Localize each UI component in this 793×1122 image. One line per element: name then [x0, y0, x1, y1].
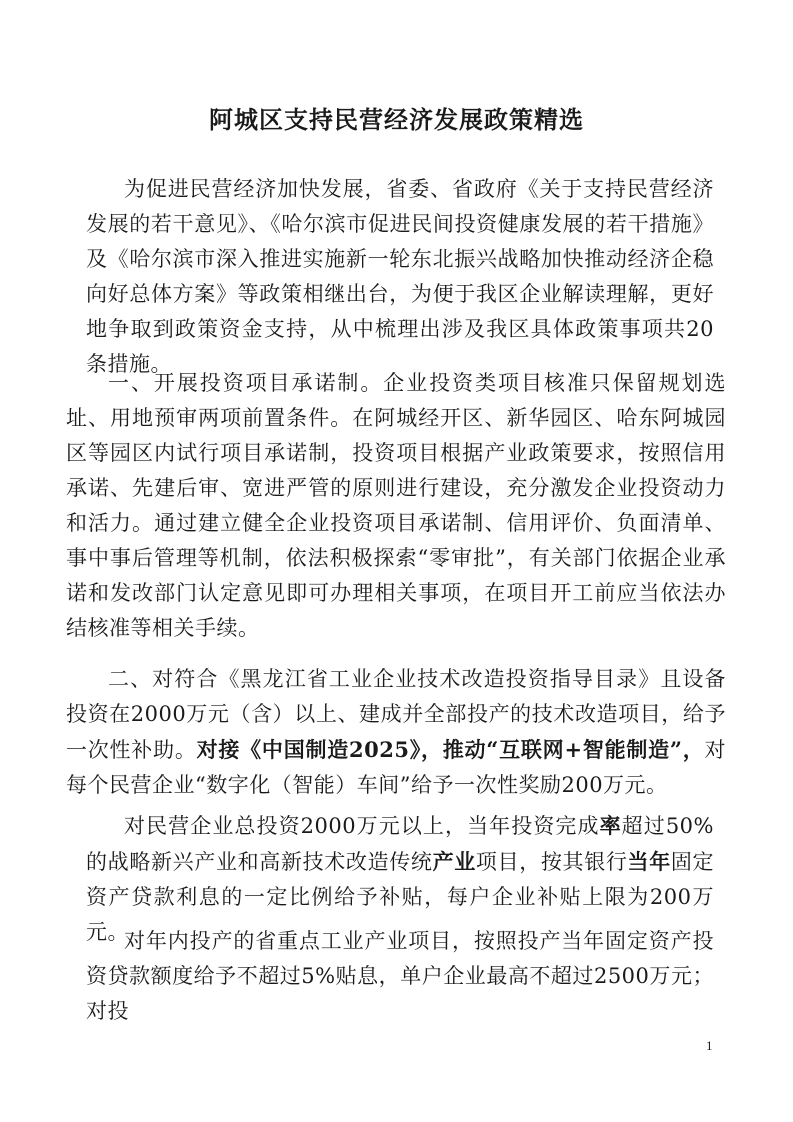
- intro-paragraph: 为促进民营经济加快发展，省委、省政府《关于支持民营经济发展的若干意见》、《哈尔滨市促进民间投资健康发展的若干措施》及《哈尔滨市深入推进实施新一轮东北振兴战略加快推动经济企稳向好总体方案》等政策相继出台，为便于我区企业解读理解，更好地争取到政策资金支持，从中梳理出涉及我区具体政策事项共20条措施。: [86, 177, 714, 376]
- policy-item-3-text-c: 项目，按其银行: [475, 850, 628, 874]
- policy-item-3-text-b: 超过50%的战略新兴产业和高新技术改造传统: [86, 814, 714, 874]
- policy-item-1-paragraph: 一、开展投资项目承诺制。企业投资类项目核准只保留规划选址、用地预审两项前置条件。在阿城经开区、新华园区、哈东阿城园区等园区内试行项目承诺制，投资项目根据产业政策要求，按照信用承诺、先建后审、宽进严管的原则进行建设，充分激发企业投资动力和活力。通过建立健全企业投资项目承诺制、信用评价、负面清单、事中事后管理等机制，依法积极探索“零审批”，有关部门依据企业承诺和发改部门认定意见即可办理相关事项，在项目开工前应当依法办结核准等相关手续。: [66, 371, 726, 640]
- policy-item-3-text-d: 固定资产贷款利息的一定比例给予补贴，每户企业补贴上限为200万元。: [86, 850, 715, 944]
- policy-item-2-text-b: 对每个民营企业“数字化（智能）车间”给予一次性奖励200万元。: [66, 738, 727, 797]
- page-number: 1: [706, 1038, 713, 1053]
- policy-item-3-bold-2: 产业: [432, 849, 476, 874]
- policy-item-2-bold-text: 对接《中国制造2025》，推动“互联网+智能制造”，: [196, 737, 705, 762]
- policy-item-3-bold-3: 当年: [627, 849, 671, 874]
- policy-item-4-paragraph: 对年内投产的省重点工业产业项目，按照投产当年固定资产投资贷款额度给予不超过5%贴息，单户企业最高不超过2500万元；对投: [86, 929, 714, 1023]
- policy-item-2-paragraph: [66, 662, 726, 803]
- policy-item-2-text-a: 二、对符合《黑龙江省工业企业技术改造投资指导目录》且设备投资在2000万元（含）以上、建成并全部投产的技术改造项目，给予一次性补助。: [66, 667, 726, 762]
- policy-item-3-text-a: 对民营企业总投资2000万元以上，当年投资完成: [124, 814, 600, 838]
- document-title: 阿城区支持民营经济发展政策精选: [209, 106, 584, 134]
- policy-item-3-bold-1: 率: [599, 813, 622, 838]
